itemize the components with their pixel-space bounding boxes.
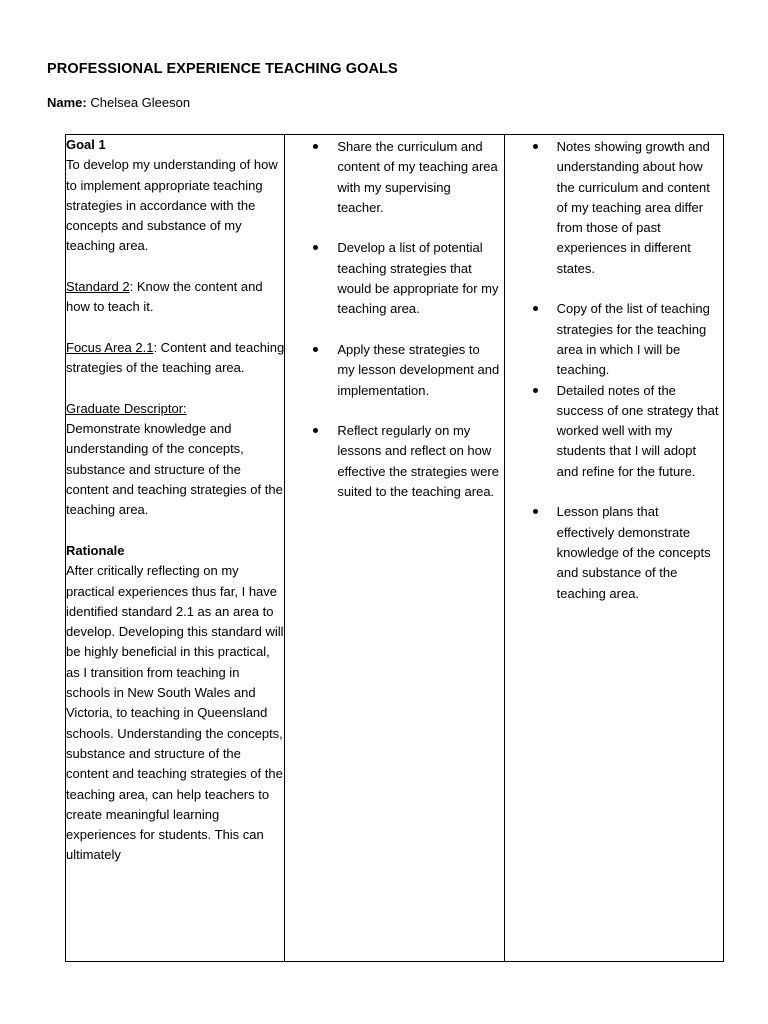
goal-heading: Goal 1: [66, 137, 106, 152]
name-value: Chelsea Gleeson: [90, 95, 191, 110]
strategies-cell: [285, 135, 504, 962]
focus-area-paragraph: [66, 338, 284, 379]
name-label: Name:: [47, 95, 87, 110]
bullet-icon: [313, 245, 318, 250]
bullet-icon: [533, 144, 538, 149]
goal-text: To develop my understanding of how to implement appropriate teaching strategies in accordance with the concepts and substance of my teaching area.: [66, 157, 278, 254]
standard-label: Standard 2: [66, 279, 130, 295]
graduate-descriptor-text: Demonstrate knowledge and understanding of the concepts, substance and structure of the content and teaching strategies of the teaching area.: [66, 421, 283, 518]
list-item: Apply these strategies to my lesson development and implementation.: [285, 340, 499, 401]
evidence-cell: [504, 135, 723, 962]
list-item: Share the curriculum and content of my teaching area with my supervising teacher.: [285, 137, 499, 218]
standard-text: : Know the content and how to teach it.: [66, 279, 263, 315]
bullet-icon: [313, 144, 318, 149]
list-item: Detailed notes of the success of one strategy that worked well with my students that I will adopt and refine for the future.: [505, 381, 719, 482]
bullet-icon: [313, 347, 318, 352]
strategies-list: [285, 135, 503, 502]
list-item: Reflect regularly on my lessons and reflect on how effective the strategies were suited to the teaching area.: [285, 421, 499, 502]
rationale-text: After critically reflecting on my practical experiences thus far, I have identified standard 2.1 as an area to develop. Developing this standard will be highly beneficial in this practical, as I transition from teaching in schools in New South Wales and Victoria, to teaching in Queensland schools. Understanding the concepts, substance and structure of the content and teaching strategies of the teaching area, can help teachers to create meaningful learning experiences for students. This can ultimately: [66, 563, 284, 863]
list-item: Lesson plans that effectively demonstrate knowledge of the concepts and substance of the teaching area.: [505, 502, 719, 603]
list-item: Develop a list of potential teaching strategies that would be appropriate for my teaching area.: [285, 238, 499, 319]
evidence-list: [505, 135, 723, 604]
list-item: Notes showing growth and understanding about how the curriculum and content of my teaching area differ from those of past experiences in different states.: [505, 137, 719, 279]
table-row: [66, 135, 724, 962]
focus-area-text: : Content and teaching strategies of the teaching area.: [66, 339, 285, 376]
list-item: Copy of the list of teaching strategies for the teaching area in which I will be teaching.: [505, 299, 719, 380]
graduate-descriptor-label: Graduate Descriptor:: [66, 400, 187, 416]
bullet-icon: [533, 388, 538, 393]
rationale-heading: Rationale: [66, 542, 125, 558]
bullet-icon: [533, 306, 538, 311]
name-line: [47, 95, 190, 110]
standard-paragraph: [66, 277, 284, 318]
focus-area-label: Focus Area 2.1: [66, 339, 154, 355]
document-title: PROFESSIONAL EXPERIENCE TEACHING GOALS: [47, 61, 398, 77]
goals-table: [65, 134, 724, 962]
bullet-icon: [533, 509, 538, 514]
bullet-icon: [313, 428, 318, 433]
goal-cell: [66, 135, 285, 962]
